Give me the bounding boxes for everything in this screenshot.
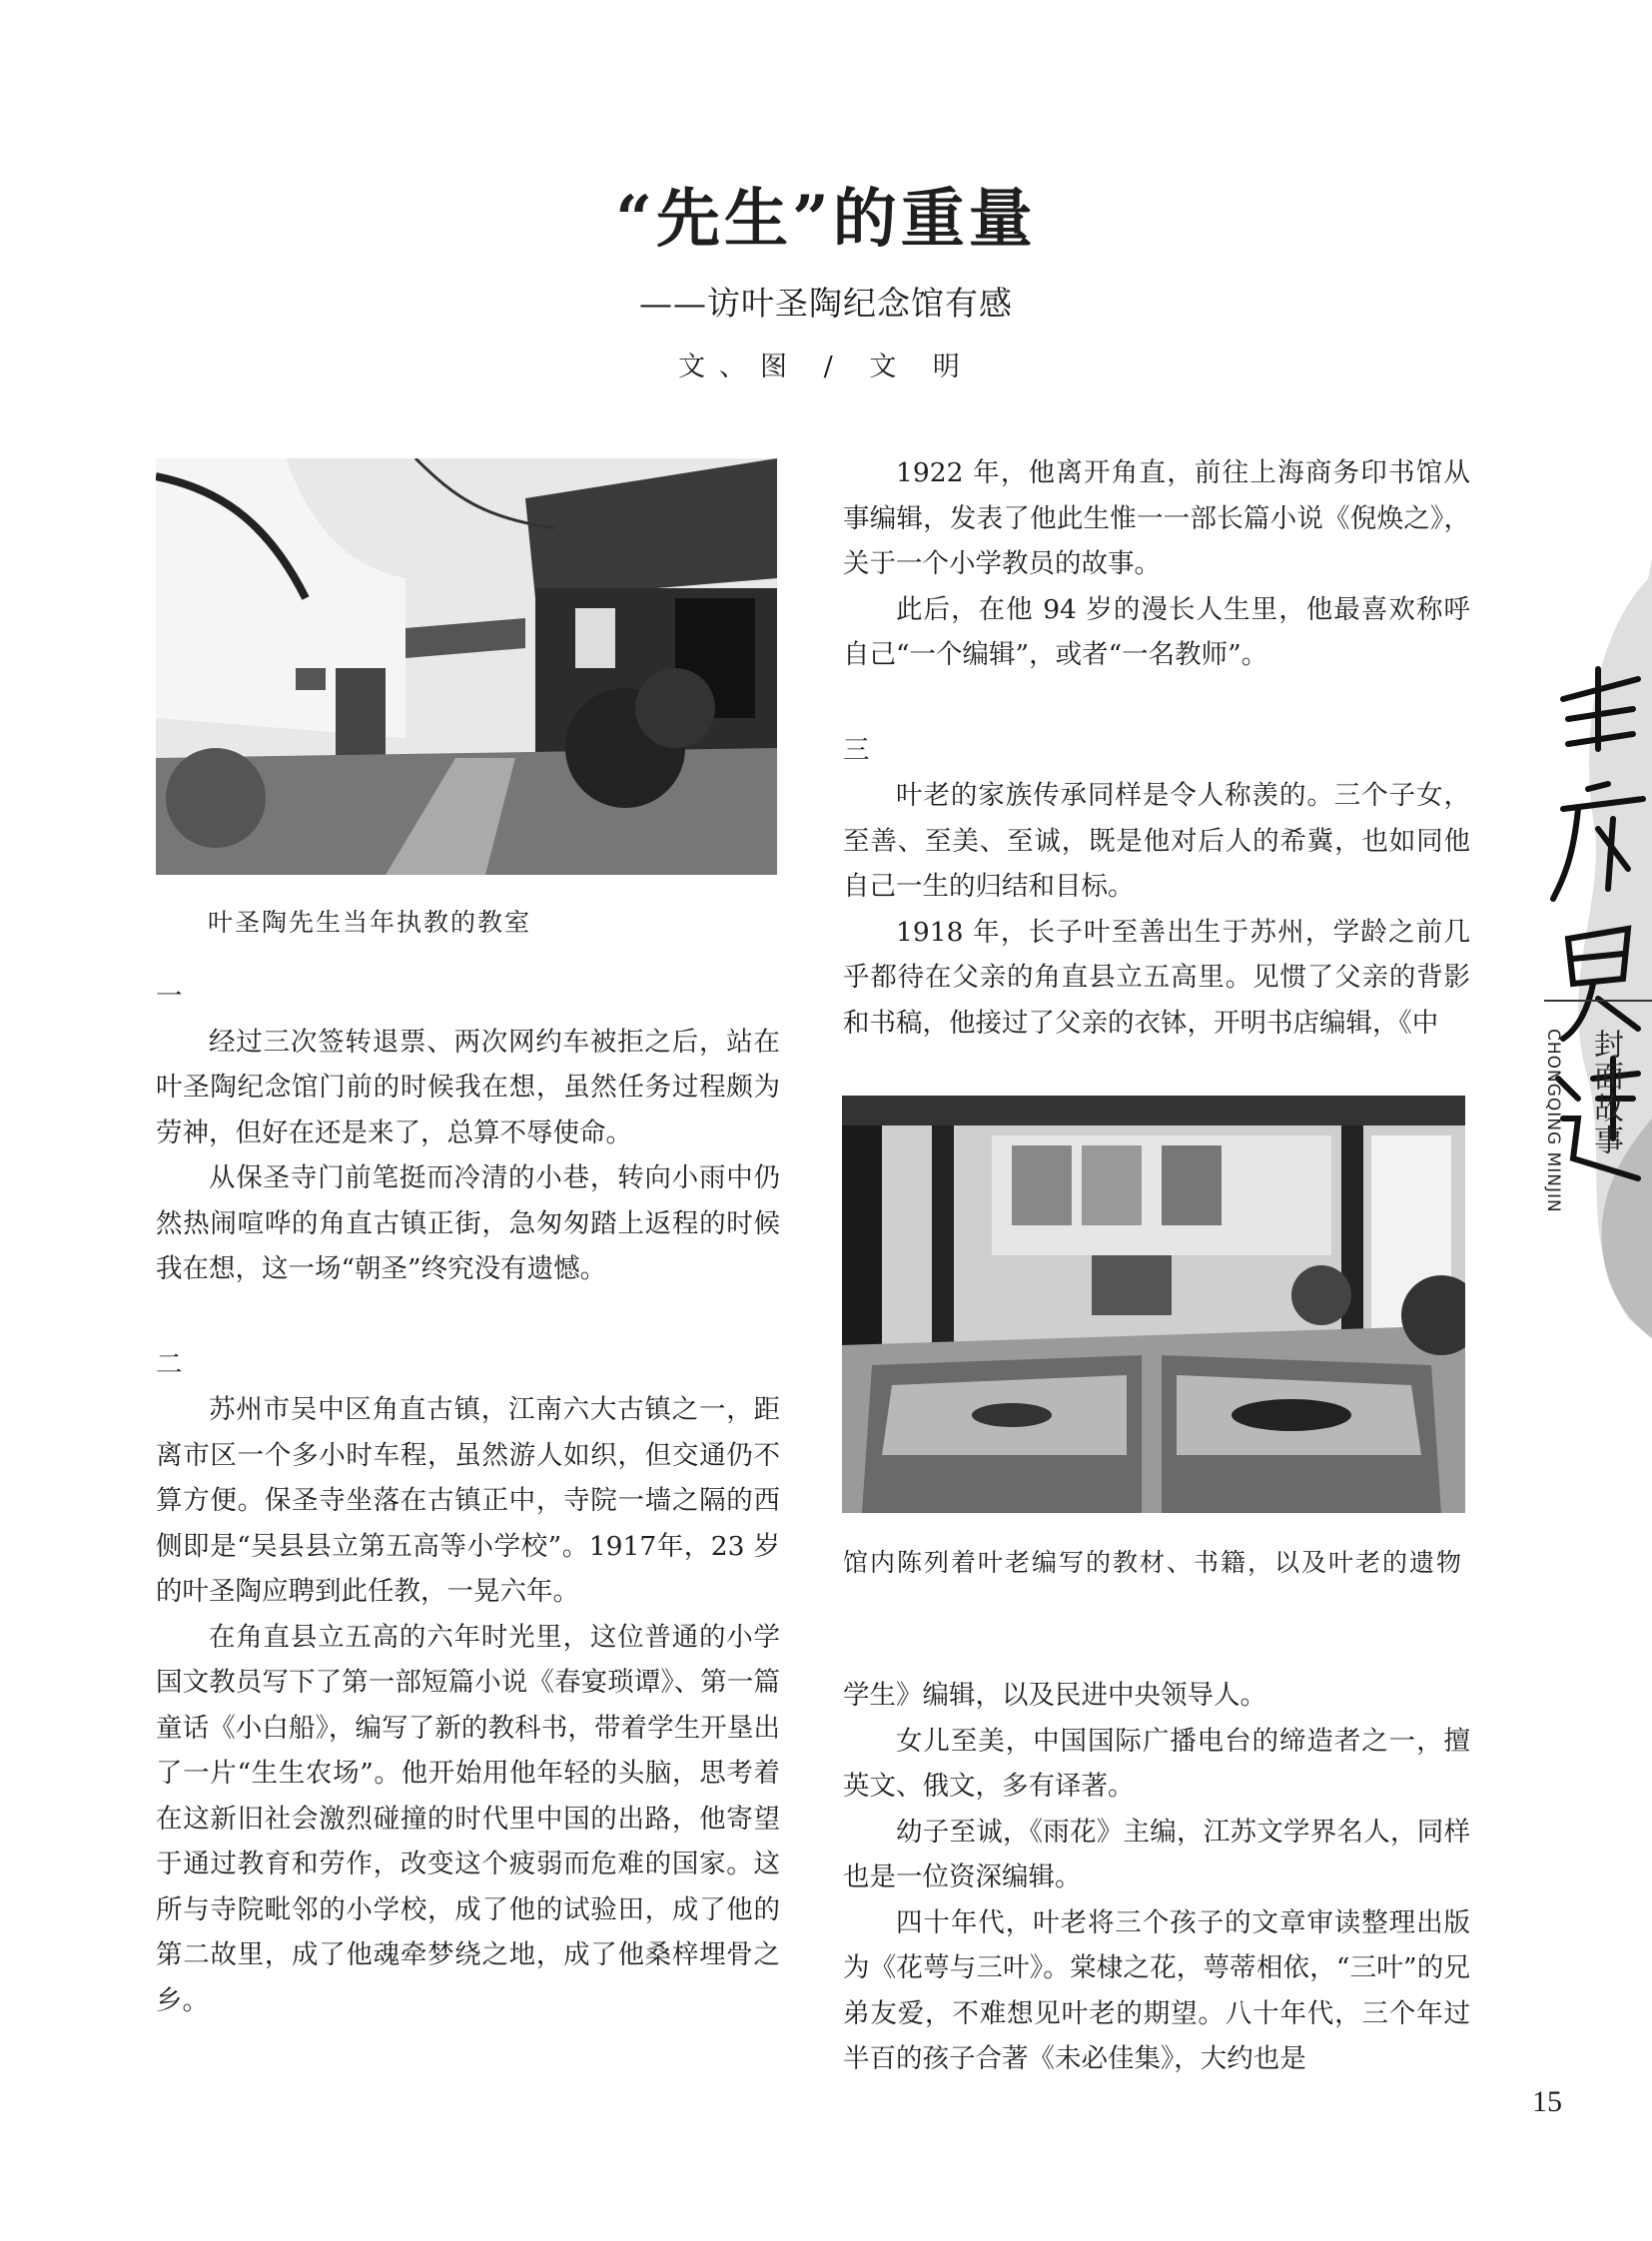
paragraph: 1922 年，他离开角直，前往上海商务印书馆从事编辑，发表了他此生惟一一部长篇小说《倪焕之》，关于一个小学教员的故事。 xyxy=(843,457,1470,579)
paragraph: 从保圣寺门前笔挺而冷清的小巷，转向小雨中仍然热闹喧哗的角直古镇正街，急匆匆踏上返程的时候我在想，这一场“朝圣”终究没有遗憾。 xyxy=(156,1162,780,1284)
section-label: 封面故事 xyxy=(1588,1029,1623,1156)
left-column xyxy=(156,974,780,2023)
article-subtitle: ——访叶圣陶纪念馆有感 xyxy=(639,284,1013,323)
section-label-en: CHONGQING MINJIN xyxy=(1543,1029,1563,1213)
article-title: “先生”的重量 xyxy=(615,182,1037,257)
paragraph: 在角直县立五高的六年时光里，这位普通的小学国文教员写下了第一部短篇小说《春宴琐谭》、第一篇童话《小白船》，编写了新的教科书，带着学生开垦出了一片“生生农场”。他开始用他年轻的头脑，思考着在这新旧社会激烈碰撞的时代里中国的出路，他寄望于通过教育和劳作，改变这个疲弱而危难的国家。这所与寺院毗邻的小学校，成了他的试验田，成了他的第二故里，成了他魂牵梦绕之地，成了他桑梓埋骨之乡。 xyxy=(156,1621,780,2016)
magazine-logo xyxy=(1518,559,1652,1338)
paragraph: 叶老的家族传承同样是令人称羡的。三个子女，至善、至美、至诚，既是他对后人的希冀，也如同他自己一生的归结和目标。 xyxy=(843,780,1470,902)
paragraph: 经过三次签转退票、两次网约车被拒之后，站在叶圣陶纪念馆门前的时候我在想，虽然任务过程颇为劳神，但好在还是来了，总算不辱使命。 xyxy=(156,1026,780,1148)
section-divider xyxy=(1544,1000,1652,1002)
section-heading-3: 三 xyxy=(843,734,870,766)
paragraph: 1918 年，长子叶至善出生于苏州，学龄之前几乎都待在父亲的角直县立五高里。见惯了父亲的背影和书稿，他接过了父亲的衣钵，开明书店编辑，《中 xyxy=(843,916,1470,1039)
section-heading-1: 一 xyxy=(156,981,183,1012)
right-column-bottom xyxy=(843,1673,1470,2082)
exhibition-photo xyxy=(842,1096,1465,1513)
paragraph: 学生》编辑，以及民进中央领导人。 xyxy=(843,1680,1266,1711)
paragraph: 苏州市吴中区角直古镇，江南六大古镇之一，距离市区一个多小时车程，虽然游人如织，但交通仍不算方便。保圣寺坐落在古镇正中，寺院一墙之隔的西侧即是“吴县县立第五高等小学校”。1917年，23 岁的叶圣陶应聘到此任教，一晃六年。 xyxy=(156,1394,780,1607)
page-number: 15 xyxy=(1532,2085,1562,2118)
byline: 文、图 / 文 明 xyxy=(678,352,974,382)
paragraph: 幼子至诚，《雨花》主编，江苏文学界名人，同样也是一位资深编辑。 xyxy=(843,1816,1470,1892)
classroom-photo xyxy=(156,458,777,875)
paragraph: 四十年代，叶老将三个孩子的文章审读整理出版为《花萼与三叶》。棠棣之花，萼蒂相依，“三叶”的兄弟友爱，不难想见叶老的期望。八十年代，三个年过半百的孩子合著《未必佳集》，大约也是 xyxy=(843,1906,1470,2074)
paragraph: 此后，在他 94 岁的漫长人生里，他最喜欢称呼自己“一个编辑”，或者“一名教师”。 xyxy=(843,593,1470,670)
figure-caption-2: 馆内陈列着叶老编写的教材、书籍，以及叶老的遗物 xyxy=(843,1548,1464,1577)
right-column-top xyxy=(843,450,1470,1046)
paragraph: 女儿至美，中国国际广播电台的缔造者之一，擅英文、俄文，多有译著。 xyxy=(843,1725,1470,1802)
figure-caption-1: 叶圣陶先生当年执教的教室 xyxy=(208,908,532,937)
section-heading-2: 二 xyxy=(156,1348,183,1380)
